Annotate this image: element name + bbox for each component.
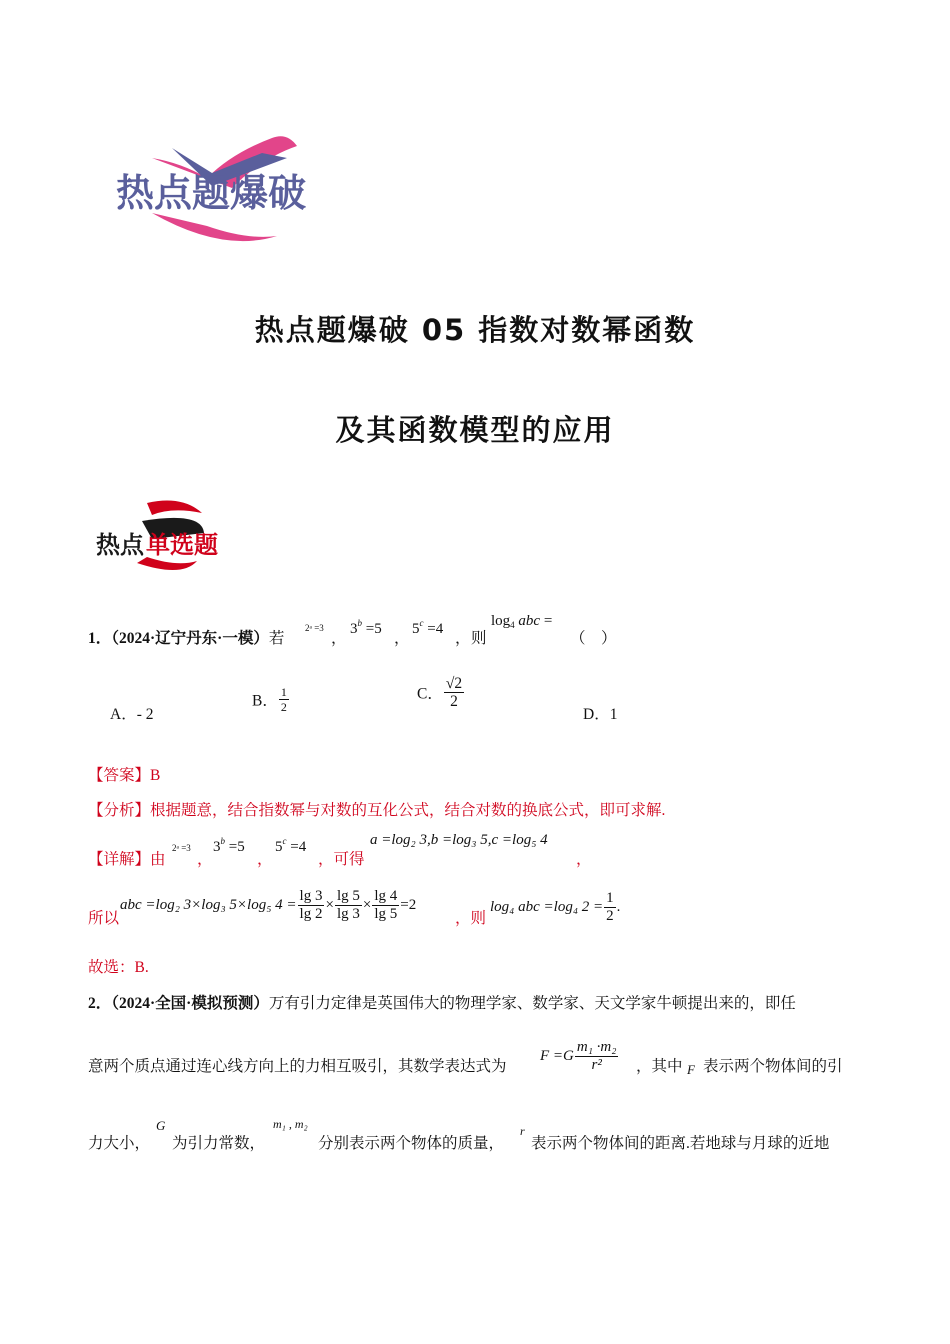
q2-line1-text: 万有引力定律是英国伟大的物理学家、数学家、天文学家牛顿提出来的，即任 — [268, 995, 796, 1012]
page-title-line1: 热点题爆破 05 指数对数幂函数 — [254, 313, 696, 347]
q1-answer — [88, 763, 160, 785]
detail-cond-c-rhs: =4 — [290, 839, 307, 855]
section-badge — [92, 493, 242, 575]
q1-cond-c-exp: c — [419, 618, 424, 628]
q1-target-log: log — [491, 613, 511, 629]
detail-sep-2: ， — [257, 851, 273, 868]
q2-number: 2． — [88, 995, 112, 1012]
detail-cond-c-exp: c — [282, 836, 287, 846]
q1-cond-c-rhs: =4 — [427, 621, 444, 637]
page-title-line2: 及其函数模型的应用 — [335, 413, 615, 447]
so-expression — [120, 888, 416, 923]
so-eq2: =2 — [400, 897, 417, 913]
detail-cond-b-exp: b — [220, 836, 225, 846]
detail-from: 由 — [150, 851, 166, 868]
q2-line2-post: 表示两个物体间的引 — [703, 1058, 843, 1075]
answer-value: B — [150, 767, 161, 784]
q1-cond-c-base: 5 — [412, 621, 420, 637]
badge-arc-top — [147, 501, 202, 515]
q1-source: （2024·辽宁丹东·一模） — [111, 630, 269, 647]
option-c-fraction — [444, 675, 464, 710]
q2-line3-d: 表示两个物体间的距离.若地球与月球的近地 — [531, 1135, 830, 1152]
q2-line1 — [88, 991, 796, 1013]
q2-formula — [540, 1039, 619, 1074]
q1-option-c[interactable] — [417, 675, 465, 710]
option-a-label: A． — [110, 706, 137, 723]
q2-var-r: r — [520, 1124, 525, 1138]
logo-swoosh-bottom — [152, 213, 277, 241]
then-period: . — [616, 899, 621, 915]
option-d-value: 1 — [609, 706, 618, 723]
option-c-label: C． — [417, 685, 443, 703]
then-expression — [490, 890, 620, 925]
detail-cond-a: 2ᵃ =3 — [172, 843, 191, 853]
so-frac-3 — [372, 888, 399, 923]
q1-sep-3: ， — [455, 630, 471, 647]
q1-target — [491, 613, 552, 630]
q2-var-m: m₁ , m₂ — [273, 1117, 308, 1131]
detail-tag: 【详解】 — [88, 851, 151, 868]
analysis-tag: 【分析】 — [88, 802, 151, 819]
detail-cond-c — [275, 836, 306, 856]
so-f3-num: lg 4 — [374, 888, 398, 904]
option-a-value: - 2 — [136, 706, 154, 723]
q1-text-then: 则 — [471, 630, 487, 647]
detail-result: a =log₂ 3,b =log₃ 5,c =log₅ 4 — [370, 832, 548, 848]
q1-cond-b-base: 3 — [350, 621, 358, 637]
q1-option-b[interactable] — [252, 685, 290, 714]
so-times-2: × — [362, 897, 372, 913]
detail-get: ，可得 — [318, 851, 365, 868]
analysis-text: 根据题意，结合指数幂与对数的互化公式，结合对数的换底公式，即可求解. — [150, 802, 666, 819]
q1-detail-lead — [88, 847, 166, 869]
detail-cond-b-base: 3 — [213, 839, 221, 855]
so-times-1: × — [325, 897, 334, 913]
formula-fraction — [575, 1039, 619, 1074]
q1-target-arg: abc — [518, 613, 541, 629]
q1-target-base: 4 — [510, 620, 515, 630]
q2-line2-mid: ，其中 — [636, 1058, 683, 1075]
q1-option-d[interactable] — [583, 702, 617, 724]
q1-stem — [88, 626, 284, 648]
so-f1-den: lg 2 — [299, 906, 323, 922]
then-num: 1 — [606, 890, 614, 906]
detail-sep-1: ， — [197, 851, 213, 868]
q2-var-F: F — [687, 1062, 695, 1077]
q1-text-if: 若 — [268, 630, 285, 647]
q1-cond-b-rhs: =5 — [365, 621, 382, 637]
q1-cond-a: 2ᵃ =3 — [305, 623, 324, 633]
so-f2-den: lg 3 — [336, 906, 360, 922]
so-f2-num: lg 5 — [336, 888, 360, 904]
q2-source: （2024·全国·模拟预测） — [111, 995, 269, 1012]
answer-tag: 【答案】 — [88, 767, 151, 784]
option-b-label: B． — [252, 692, 278, 710]
q1-cond-c — [412, 618, 443, 638]
formula-num: m₁ ·m₂ — [576, 1039, 617, 1055]
option-b-fraction — [279, 685, 289, 714]
q1-cond-b — [350, 618, 382, 638]
detail-cond-b-rhs: =5 — [228, 839, 245, 855]
option-b-num: 1 — [280, 685, 287, 699]
q1-sep-2: ， — [394, 630, 410, 647]
q2-line3-a: 力大小， — [88, 1135, 151, 1152]
so-frac-2 — [335, 888, 362, 923]
so-text: 所以 — [88, 910, 120, 927]
detail-cond-b — [213, 836, 245, 856]
q1-target-eq: = — [543, 613, 553, 629]
so-f3-den: lg 5 — [374, 906, 398, 922]
so-frac-1 — [298, 888, 325, 923]
detail-cond-c-base: 5 — [275, 839, 283, 855]
q1-analysis — [88, 798, 665, 820]
q1-choose: 故选：B. — [88, 959, 149, 976]
option-c-den: 2 — [450, 693, 458, 710]
formula-lhs: F =G — [540, 1048, 574, 1064]
banner-logo — [112, 118, 342, 243]
badge-label: 单选题 — [146, 531, 218, 559]
q1-option-a[interactable] — [110, 702, 154, 724]
banner-label: 热点题爆破 — [116, 171, 307, 215]
then-den: 2 — [606, 908, 614, 924]
q1-number: 1． — [88, 630, 112, 647]
q2-line3-c: 分别表示两个物体的质量， — [318, 1135, 505, 1152]
badge-prefix: 热点 — [96, 531, 144, 559]
then-expr-main: log₄ abc =log₄ 2 = — [490, 899, 604, 915]
option-d-label: D． — [583, 706, 610, 723]
then-frac — [604, 890, 616, 925]
q1-bracket: （ ） — [570, 630, 617, 647]
option-c-num: √2 — [445, 675, 463, 692]
option-b-den: 2 — [280, 700, 287, 714]
q1-cond-b-exp: b — [357, 618, 362, 628]
q2-line3-b: 为引力常数， — [172, 1135, 266, 1152]
q2-line2-pre: 意两个质点通过连心线方向上的力相互吸引，其数学表达式为 — [88, 1058, 507, 1075]
q1-sep-1: ， — [331, 630, 347, 647]
so-f1-num: lg 3 — [299, 888, 323, 904]
detail-end: ， — [576, 851, 592, 868]
so-expr-main: abc =log₂ 3×log₃ 5×log₅ 4 = — [120, 897, 297, 913]
q2-var-G: G — [156, 1118, 166, 1133]
then-text: ，则 — [455, 910, 487, 927]
formula-den: r² — [591, 1057, 602, 1073]
